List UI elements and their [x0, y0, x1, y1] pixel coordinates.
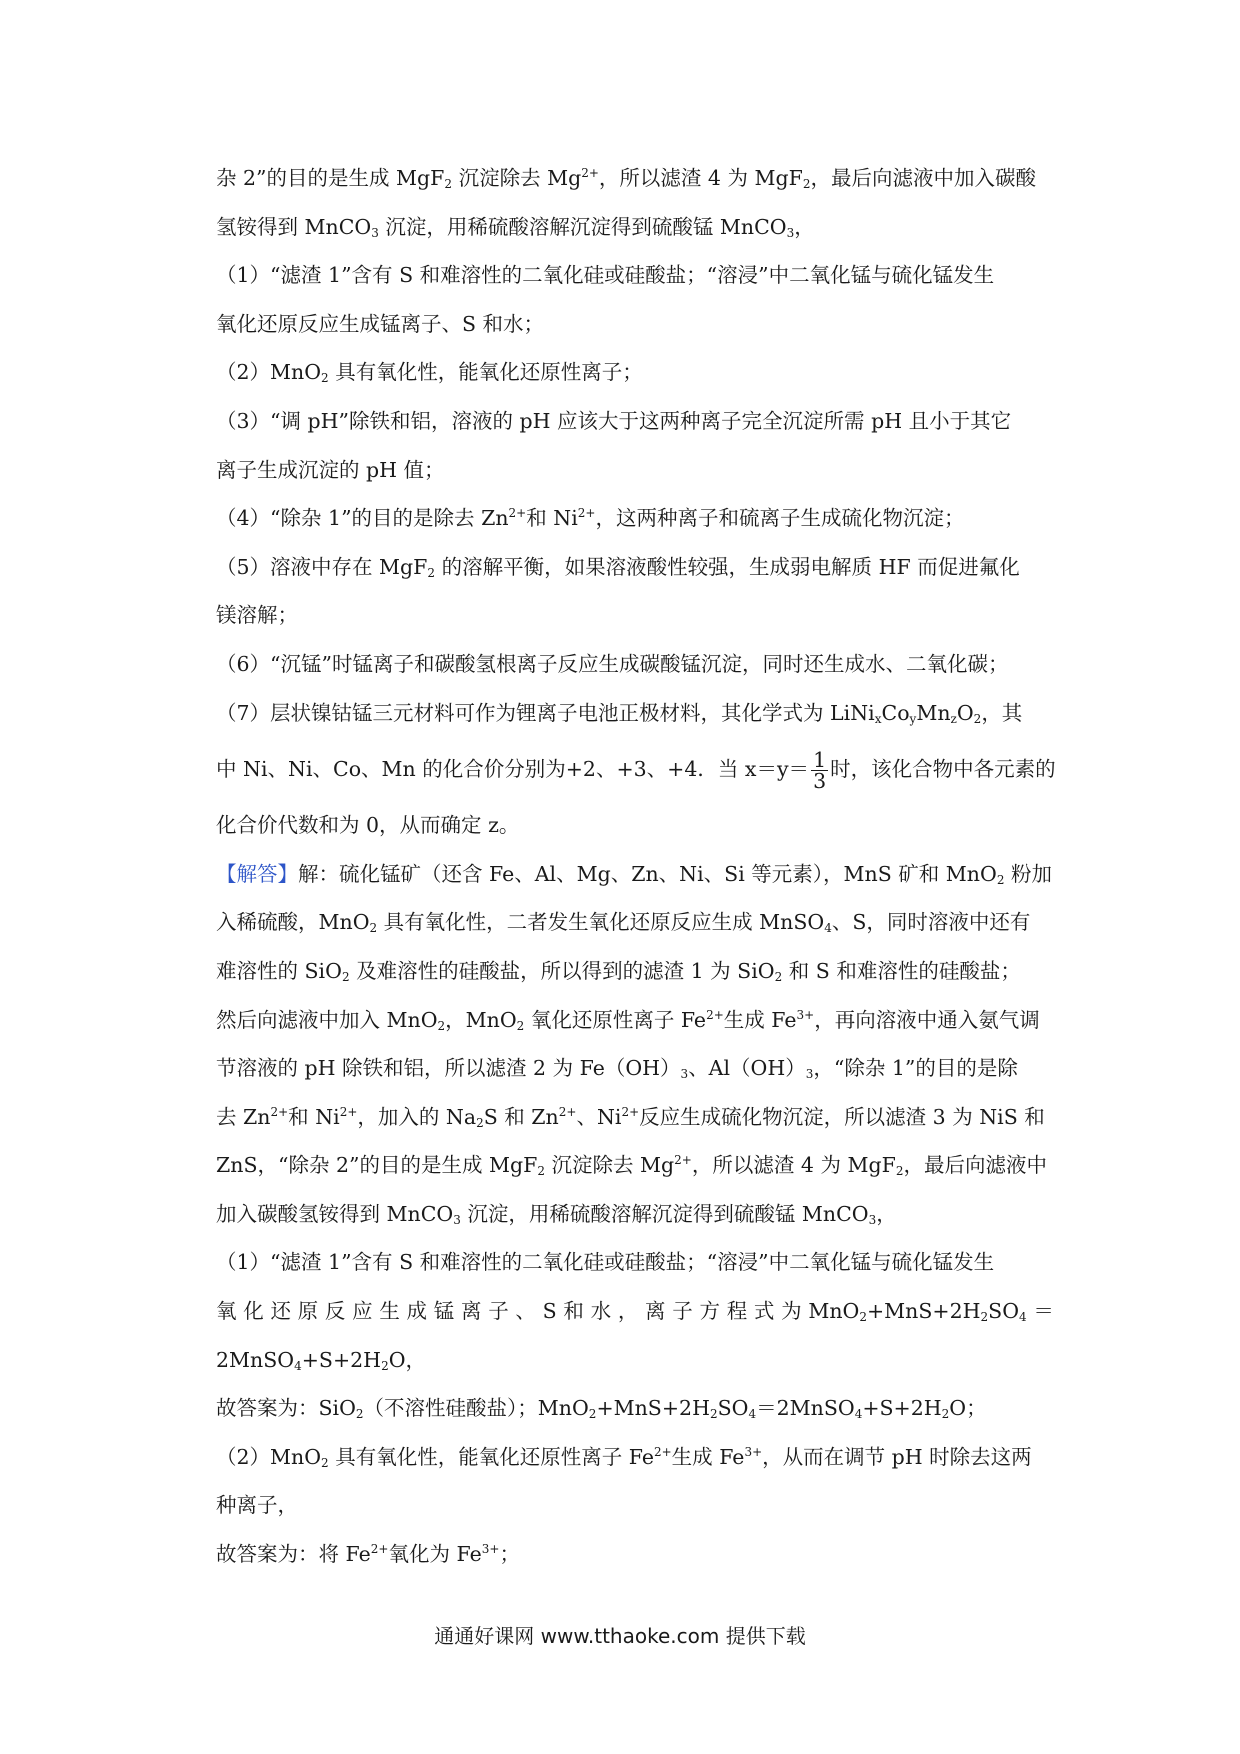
solution-text	[216, 154, 1054, 1579]
answer-tag: 【解答】	[216, 861, 298, 886]
text-line: 种离子，	[216, 1493, 298, 1518]
text-line: 中 Ni、Ni、Co、Mn 的化合价分别为+2、+3、+4．当 x＝y＝ $\frac{1}{3}$ 时，该化合物中各元素的	[216, 748, 1056, 794]
text-line: 故答案为：SiO$_2$（不溶性硅酸盐）；$MnO_2+MnS+2H_2SO_4=2MnSO_4+S+2H_2O$；	[216, 1396, 987, 1422]
text-line: （2）MnO$_2$ 具有氧化性，能氧化还原性离子；	[216, 360, 643, 386]
text-line: 然后向滤液中加入 MnO$_2$，MnO$_2$ 氧化还原性离子 $Fe^{2+}$生成 $Fe^{3+}$，再向溶液中通入氨气调	[216, 1007, 1040, 1033]
text-line: 去 $Zn^{2+}$和 $Ni^{2+}$，加入的 $Na_2S$ 和 $Zn^{2+}$、$Ni^{2+}$反应生成硫化物沉淀，所以滤渣 3 为 NiS 和	[216, 1104, 1045, 1130]
text-line: （2）MnO$_2$ 具有氧化性，能氧化还原性离子 $Fe^{2+}$生成 $Fe^{3+}$，从而在调节 pH 时除去这两	[216, 1444, 1032, 1470]
text-line: （1）“滤渣 1”含有 S 和难溶性的二氧化硅或硅酸盐；“溶浸”中二氧化锰与硫化锰发生	[216, 1250, 995, 1275]
justified-text-line: 氧 化 还 原 反 应 生 成 锰 离 子 、 S 和 水 ， 离 子 方 程 式 为 $MnO_2+MnS+2H_2SO_4$ ＝	[216, 1287, 1054, 1336]
text-line: 故答案为：将 $Fe^{2+}$氧化为 $Fe^{3+}$；	[216, 1542, 520, 1567]
text-line: （6）“沉锰”时锰离子和碳酸氢根离子反应生成碳酸锰沉淀，同时还生成水、二氧化碳；	[216, 651, 1009, 676]
page-footer: 通通好课网 www.tthaoke.com 提供下载	[434, 1624, 806, 1648]
text-line: ZnS，“除杂 2”的目的是生成 MgF$_2$ 沉淀除去 $Mg^{2+}$，所以滤渣 4 为 MgF$_2$，最后向滤液中	[216, 1153, 1047, 1179]
text-line: （5）溶液中存在 MgF$_2$ 的溶解平衡，如果溶液酸性较强，生成弱电解质 HF 而促进氟化	[216, 554, 1020, 580]
text-line: （1）“滤渣 1”含有 S 和难溶性的二氧化硅或硅酸盐；“溶浸”中二氧化锰与硫化锰发生	[216, 263, 995, 288]
text-line: 氢铵得到 MnCO$_3$ 沉淀，用稀硫酸溶解沉淀得到硫酸锰 MnCO$_3$，	[216, 214, 815, 240]
text-line: 加入碳酸氢铵得到 MnCO$_3$ 沉淀，用稀硫酸溶解沉淀得到硫酸锰 MnCO$_3$，	[216, 1201, 897, 1227]
text-line: 杂 2”的目的是生成 MgF$_2$ 沉淀除去 $Mg^{2+}$，所以滤渣 4 为 MgF$_2$，最后向滤液中加入碳酸	[216, 166, 1036, 191]
text-line: 氧化还原反应生成锰离子、S 和水；	[216, 311, 545, 336]
text-line: 镁溶解；	[216, 603, 298, 628]
fraction-one-third: $\frac{1}{3}$	[813, 748, 827, 794]
text-line: 难溶性的 SiO$_2$ 及难溶性的硅酸盐，所以得到的滤渣 1 为 SiO$_2$ 和 S 和难溶性的硅酸盐；	[216, 958, 1021, 984]
text-line: 节溶液的 pH 除铁和铝，所以滤渣 2 为 $Fe(OH)_3$、$Al(OH)_3$，“除杂 1”的目的是除	[216, 1056, 1018, 1082]
text-line: 离子生成沉淀的 pH 值；	[216, 457, 445, 482]
text-line: （4）“除杂 1”的目的是除去 $Zn^{2+}$和 $Ni^{2+}$，这两种离子和硫离子生成硫化物沉淀；	[216, 506, 965, 531]
ionic-equation: $MnO_2+MnS+2H_2SO_4$	[808, 1299, 1027, 1325]
text-line: （7）层状镍钴锰三元材料可作为锂离子电池正极材料，其化学式为 $LiNi_xCo_yMn_zO_2$，其	[216, 700, 1023, 726]
text-line: （3）“调 pH”除铁和铝，溶液的 pH 应该大于这两种离子完全沉淀所需 pH 且小于其它	[216, 408, 1012, 433]
text-line: 化合价代数和为 0，从而确定 z。	[216, 813, 520, 838]
text-line: $2MnSO_4+S+2H_2O$，	[216, 1347, 427, 1373]
answer-heading-line: 【解答】解：硫化锰矿（还含 Fe、Al、Mg、Zn、Ni、Si 等元素），MnS 矿和 MnO$_2$ 粉加	[216, 861, 1052, 887]
text-line: 入稀硫酸，MnO$_2$ 具有氧化性，二者发生氧化还原反应生成 MnSO$_4$、S，同时溶液中还有	[216, 910, 1031, 936]
